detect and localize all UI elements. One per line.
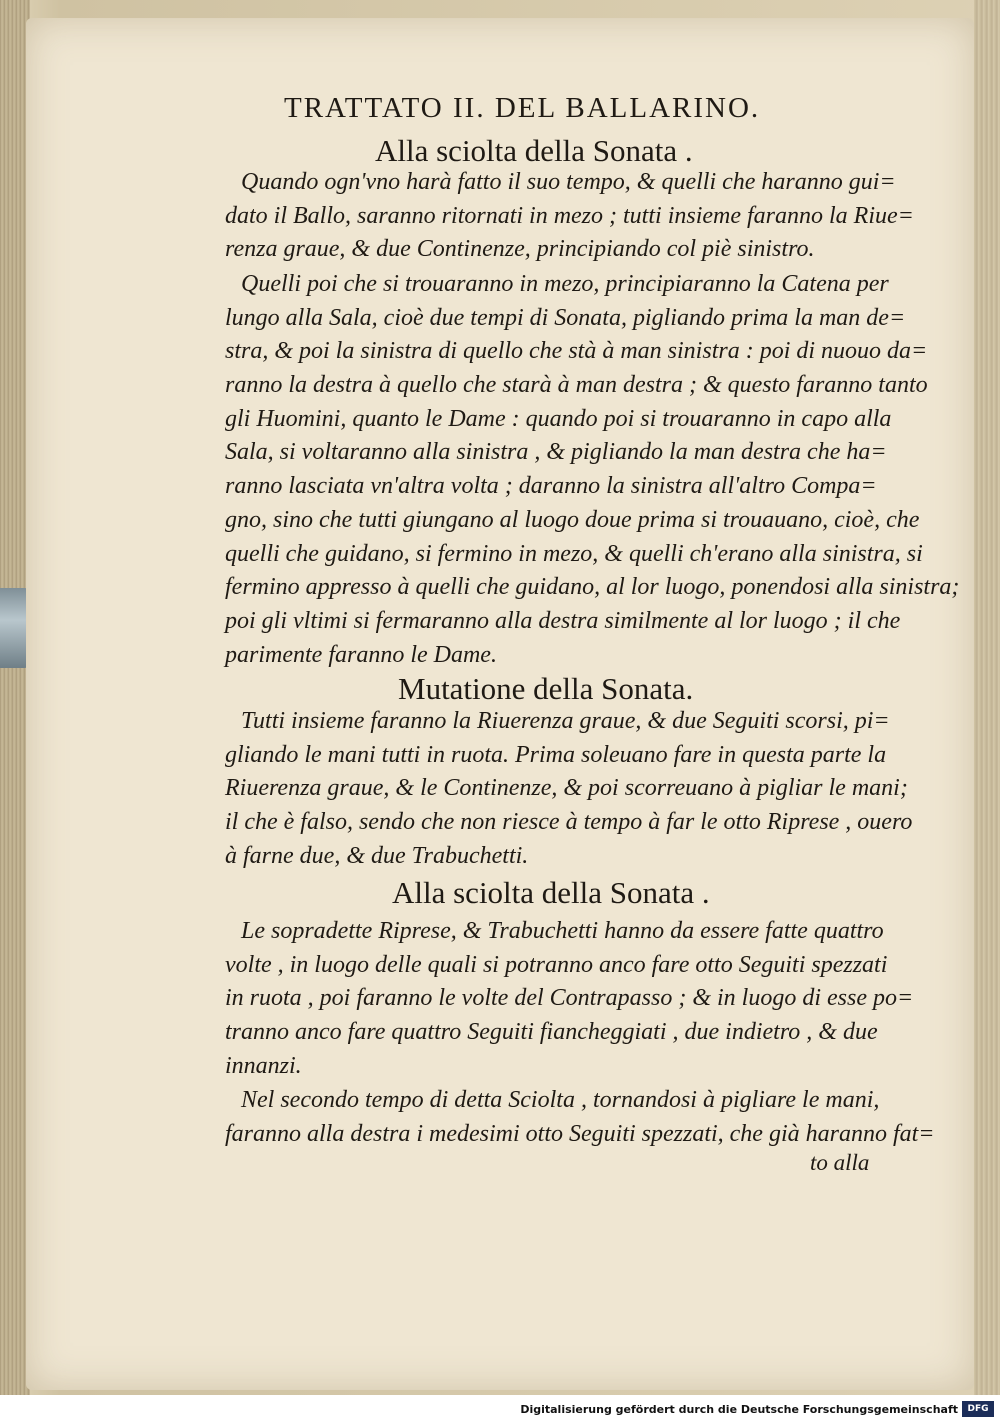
text-line: Le sopradette Riprese, & Trabuchetti hanno da essere fatte quattro [241,918,884,944]
text-line: ranno la destra à quello che starà à man destra ; & questo faranno tanto [225,372,928,399]
text-line: Quelli poi che si trouaranno in mezo, principiaranno la Catena per [241,271,889,297]
text-line: innanzi. [225,1052,302,1079]
text-line: tranno anco fare quattro Seguiti fiancheggiati , due indietro , & due [225,1019,878,1046]
book-right-edge [974,0,1000,1395]
text-line: gno, sino che tutti giungano al luogo doue prima si trouauano, cioè, che [225,506,920,533]
text-line: in ruota , poi faranno le volte del Contrapasso ; & in luogo di esse po= [225,985,914,1012]
catchword: to alla [810,1150,870,1175]
text-line: dato il Ballo, saranno ritornati in mezo ; tutti insieme faranno la Riue= [225,202,914,229]
digitization-footer [0,1395,1000,1424]
text-line: Quando ogn'vno harà fatto il suo tempo, & quelli che haranno gui= [241,169,896,195]
text-line: stra, & poi la sinistra di quello che stà à man sinistra : poi di nuouo da= [225,338,928,365]
text-line: poi gli vltimi si fermaranno alla destra similmente al lor luogo ; il che [225,607,901,634]
text-line: ranno lasciata vn'altra volta ; daranno la sinistra all'altro Compa= [225,473,877,500]
section-heading-2: Mutatione della Sonata. [398,671,694,706]
running-head: TRATTATO II. DEL BALLARINO. [284,92,761,124]
funding-credit: Digitalisierung gefördert durch die Deutsche Forschungsgemeinschaft [520,1403,958,1416]
text-line: renza graue, & due Continenze, principiando col piè sinistro. [225,236,815,263]
text-line: gli Huomini, quanto le Dame : quando poi si trouaranno in capo alla [225,405,892,432]
text-line: gliando le mani tutti in ruota. Prima soleuano fare in questa parte la [225,741,887,768]
text-line: fermino appresso à quelli che guidano, al lor luogo, ponendosi alla sinistra; [225,574,960,601]
text-line: Sala, si voltaranno alla sinistra , & pigliando la man destra che ha= [225,439,887,466]
text-line: quelli che guidano, si fermino in mezo, & quelli ch'erano alla sinistra, si [225,540,923,567]
paragraph-5 [225,1084,935,1151]
text-line: Riuerenza graue, & le Continenze, & poi scorreuano à pigliar le mani; [225,775,908,802]
text-line: Tutti insieme faranno la Riuerenza graue, & due Seguiti scorsi, pi= [241,708,890,734]
text-line: volte , in luogo delle quali si potranno anco fare otto Seguiti spezzati [225,951,888,978]
text-line: il che è falso, sendo che non riesce à tempo à far le otto Riprese , ouero [225,809,913,836]
section-heading-3: Alla sciolta della Sonata . [392,875,710,910]
text-line: parimente faranno le Dame. [225,641,497,668]
paragraph-2 [225,268,960,672]
paragraph-4 [225,915,915,1083]
paragraph-3 [225,705,915,873]
text-line: Nel secondo tempo di detta Sciolta , tornandosi à pigliare le mani, [241,1087,880,1113]
section-heading-1: Alla sciolta della Sonata . [375,133,693,168]
text-line: lungo alla Sala, cioè due tempi di Sonata, pigliando prima la man de= [225,304,906,331]
text-line: faranno alla destra i medesimi otto Seguiti spezzati, che già haranno fat= [225,1120,935,1147]
dfg-logo: DFG [962,1401,994,1417]
text-line: à farne due, & due Trabuchetti. [225,842,529,869]
paragraph-1 [225,166,915,267]
